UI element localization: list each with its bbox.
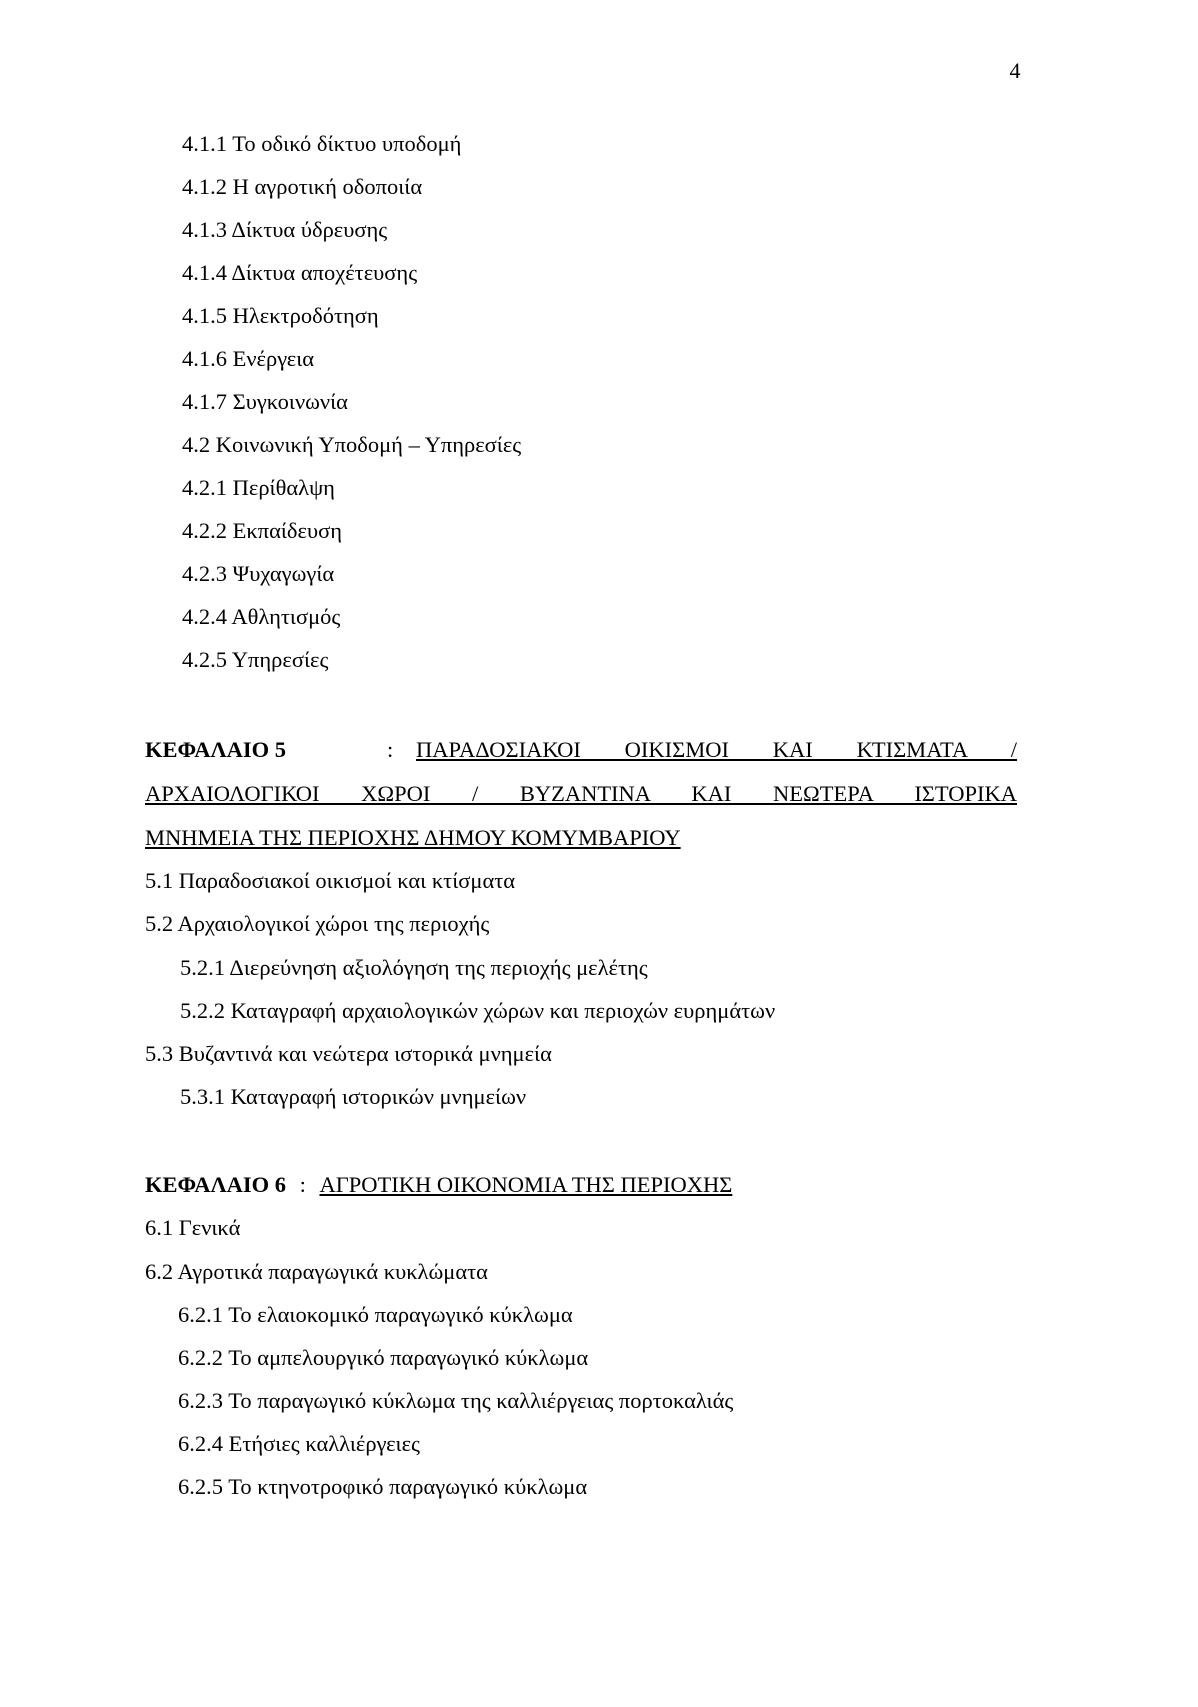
toc-entry-4-2-5: 4.2.5 Υπηρεσίες [182, 647, 329, 672]
toc-entry-4-1-6: 4.1.6 Ενέργεια [182, 346, 315, 371]
toc-entry-6-1: 6.1 Γενικά [145, 1215, 241, 1240]
chapter-6-label: ΚΕΦΑΛΑΙΟ 6 [145, 1172, 286, 1197]
toc-entry-4-1-3: 4.1.3 Δίκτυα ύδρευσης [182, 217, 388, 242]
page-number: 4 [1009, 58, 1021, 83]
toc-entry-4-1-1: 4.1.1 Το οδικό δίκτυο υποδομή [182, 131, 462, 156]
toc-entry-5-2-1: 5.2.1 Διερεύνηση αξιολόγηση της περιοχής μελέτης [180, 955, 648, 980]
toc-entry-5-3-1: 5.3.1 Καταγραφή ιστορικών μνημείων [180, 1084, 527, 1109]
chapter-6-title: ΑΓΡΟΤΙΚΗ ΟΙΚΟΝΟΜΙΑ ΤΗΣ ΠΕΡΙΟΧΗΣ [319, 1172, 733, 1197]
toc-entry-5-3: 5.3 Βυζαντινά και νεώτερα ιστορικά μνημεία [145, 1041, 552, 1066]
toc-entry-6-2-3: 6.2.3 Το παραγωγικό κύκλωμα της καλλιέργειας πορτοκαλιάς [178, 1388, 734, 1413]
toc-entry-4-1-2: 4.1.2 Η αγροτική οδοποιία [182, 174, 423, 199]
toc-entry-4-2: 4.2 Κοινωνική Υποδομή – Υπηρεσίες [182, 432, 522, 457]
toc-entry-6-2-1: 6.2.1 Το ελαιοκομικό παραγωγικό κύκλωμα [178, 1302, 573, 1327]
toc-entry-6-2: 6.2 Αγροτικά παραγωγικά κυκλώματα [145, 1259, 488, 1284]
chapter-6-separator: : [299, 1172, 306, 1197]
chapter-5-title-line-3: ΜΝΗΜΕΙΑ ΤΗΣ ΠΕΡΙΟΧΗΣ ΔΗΜΟΥ ΚΟΜΥΜΒΑΡΙΟΥ [145, 825, 681, 850]
toc-entry-6-2-5: 6.2.5 Το κτηνοτροφικό παραγωγικό κύκλωμα [178, 1474, 588, 1499]
toc-entry-5-2: 5.2 Αρχαιολογικοί χώροι της περιοχής [145, 911, 490, 936]
chapter-5-heading [145, 737, 286, 763]
toc-entry-4-2-2: 4.2.2 Εκπαίδευση [182, 518, 342, 543]
chapter-6-heading [145, 1172, 732, 1198]
toc-entry-4-1-4: 4.1.4 Δίκτυα αποχέτευσης [182, 260, 418, 285]
toc-entry-4-2-1: 4.2.1 Περίθαλψη [182, 475, 335, 500]
toc-entry-5-1: 5.1 Παραδοσιακοί οικισμοί και κτίσματα [145, 868, 516, 893]
toc-entry-6-2-2: 6.2.2 Το αμπελουργικό παραγωγικό κύκλωμα [178, 1345, 589, 1370]
chapter-5-title-line-1: ΠΑΡΑΔΟΣΙΑΚΟΙ ΟΙΚΙΣΜΟΙ ΚΑΙ ΚΤΙΣΜΑΤΑ / [416, 737, 1017, 762]
chapter-5-title-line-2: ΑΡΧΑΙΟΛΟΓΙΚΟΙ ΧΩΡΟΙ / ΒΥΖΑΝΤΙΝΑ ΚΑΙ ΝΕΩΤΕΡΑ ΙΣΤΟΡΙΚΑ [145, 781, 1017, 806]
chapter-5-label: ΚΕΦΑΛΑΙΟ 5 [145, 737, 286, 762]
toc-entry-4-1-5: 4.1.5 Ηλεκτροδότηση [182, 303, 379, 328]
toc-entry-6-2-4: 6.2.4 Ετήσιες καλλιέργειες [178, 1431, 420, 1456]
chapter-5-separator: : [387, 737, 394, 762]
toc-entry-4-2-3: 4.2.3 Ψυχαγωγία [182, 561, 335, 586]
toc-entry-4-2-4: 4.2.4 Αθλητισμός [182, 604, 341, 629]
toc-entry-4-1-7: 4.1.7 Συγκοινωνία [182, 389, 348, 414]
toc-entry-5-2-2: 5.2.2 Καταγραφή αρχαιολογικών χώρων και περιοχών ευρημάτων [180, 998, 776, 1023]
